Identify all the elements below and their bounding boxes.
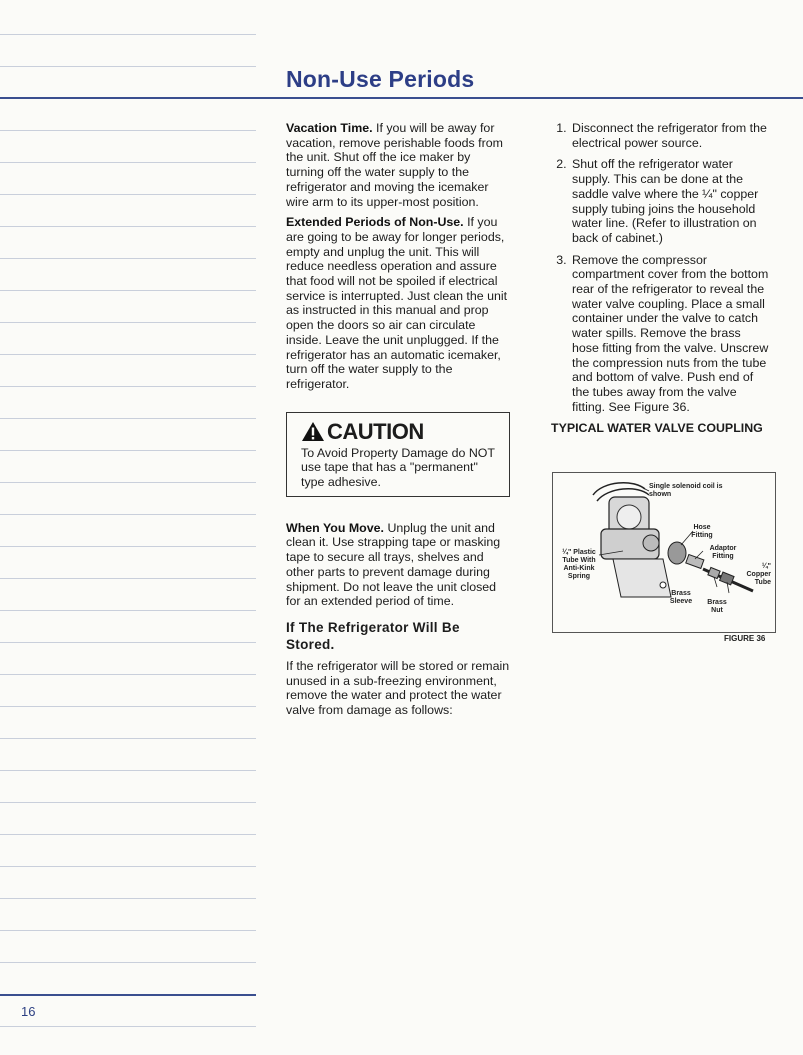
vacation-text: If you will be away for vacation, remove perishable foods from the unit. Shut off the ice maker by turning off the water supply to the refrigerator and moving the icemaker wire arm to its upper-most position. [286, 121, 503, 209]
moving-text: Unplug the unit and clean it. Use strapping tape or masking tape to secure all trays, shelves and other parts to prevent damage during shipment. Do not leave the unit closed for an extended period of time. [286, 520, 501, 609]
caution-text: To Avoid Property Damage do NOT use tape that has a "permanent" type adhesive. [301, 445, 495, 490]
moving-heading: When You Move. [286, 520, 384, 535]
extended-text: If you are going to be away for longer periods, empty and unplug the unit. This will reduce needless operation and assure that food will not be spoiled if electrical service is interrupted. Just clean the unit as instructed in this manual and prop open the doors so air can circulate inside. Leave the unit unplugged. If the refrigerator has an automatic icemaker, turn off the water supply to the refrigerator. [286, 215, 508, 391]
figure-label: FIGURE 36 [724, 634, 766, 643]
header-divider [256, 97, 803, 99]
figure-title: TYPICAL WATER VALVE COUPLING [551, 421, 763, 436]
extended-heading: Extended Periods of Non-Use. [286, 215, 464, 230]
callout-brass-sleeve: Brass Sleeve [669, 590, 693, 605]
callout-adaptor-fitting: Adaptor Fitting [709, 545, 737, 560]
page-number: 16 [21, 1004, 36, 1019]
step-item: 1. Disconnect the refrigerator from the electrical power source. [570, 121, 769, 150]
page-title: Non-Use Periods [286, 66, 475, 92]
warning-triangle-icon [301, 421, 325, 442]
right-column [551, 121, 769, 436]
left-column [286, 121, 510, 724]
callout-plastic-tube: ¼" Plastic Tube With Anti-Kink Spring [562, 549, 596, 580]
caution-title: CAUTION [327, 418, 424, 444]
extended-paragraph [286, 215, 510, 391]
callout-brass-nut: Brass Nut [707, 599, 727, 614]
caution-header [301, 420, 499, 444]
stored-heading: If The Refrigerator Will Be Stored. [286, 619, 460, 652]
vacation-heading: Vacation Time. [286, 121, 373, 135]
callout-hose-fitting: Hose Fitting [691, 524, 713, 539]
step-item: 2. Shut off the refrigerator water supply. This can be done at the saddle valve where the ¼" copper supply tubing joins the household water line. (Refer to illustration on back of cabinet.) [570, 157, 769, 245]
steps-list [551, 121, 769, 414]
vacation-paragraph [286, 121, 510, 209]
caution-box [286, 412, 510, 497]
moving-paragraph [286, 521, 510, 609]
stored-text: If the refrigerator will be stored or remain unused in a sub-freezing environment, remove the water and protect the water valve from damage as follows: [286, 658, 510, 718]
callout-solenoid: Single solenoid coil is shown [649, 483, 723, 498]
figure-36 [552, 472, 776, 633]
ruled-margin [0, 0, 256, 1055]
callout-copper-tube: ¼" Copper Tube [746, 563, 771, 586]
step-item: 3. Remove the compressor compartment cover from the bottom rear of the refrigerator to reveal the water valve coupling. Place a small container under the valve to catch water spills. Remove the brass hose fitting from the valve. Unscrew the compression nuts from the tube and bottom of valve. Push end of the tubes away from the valve fitting. See Figure 36. [570, 253, 769, 415]
